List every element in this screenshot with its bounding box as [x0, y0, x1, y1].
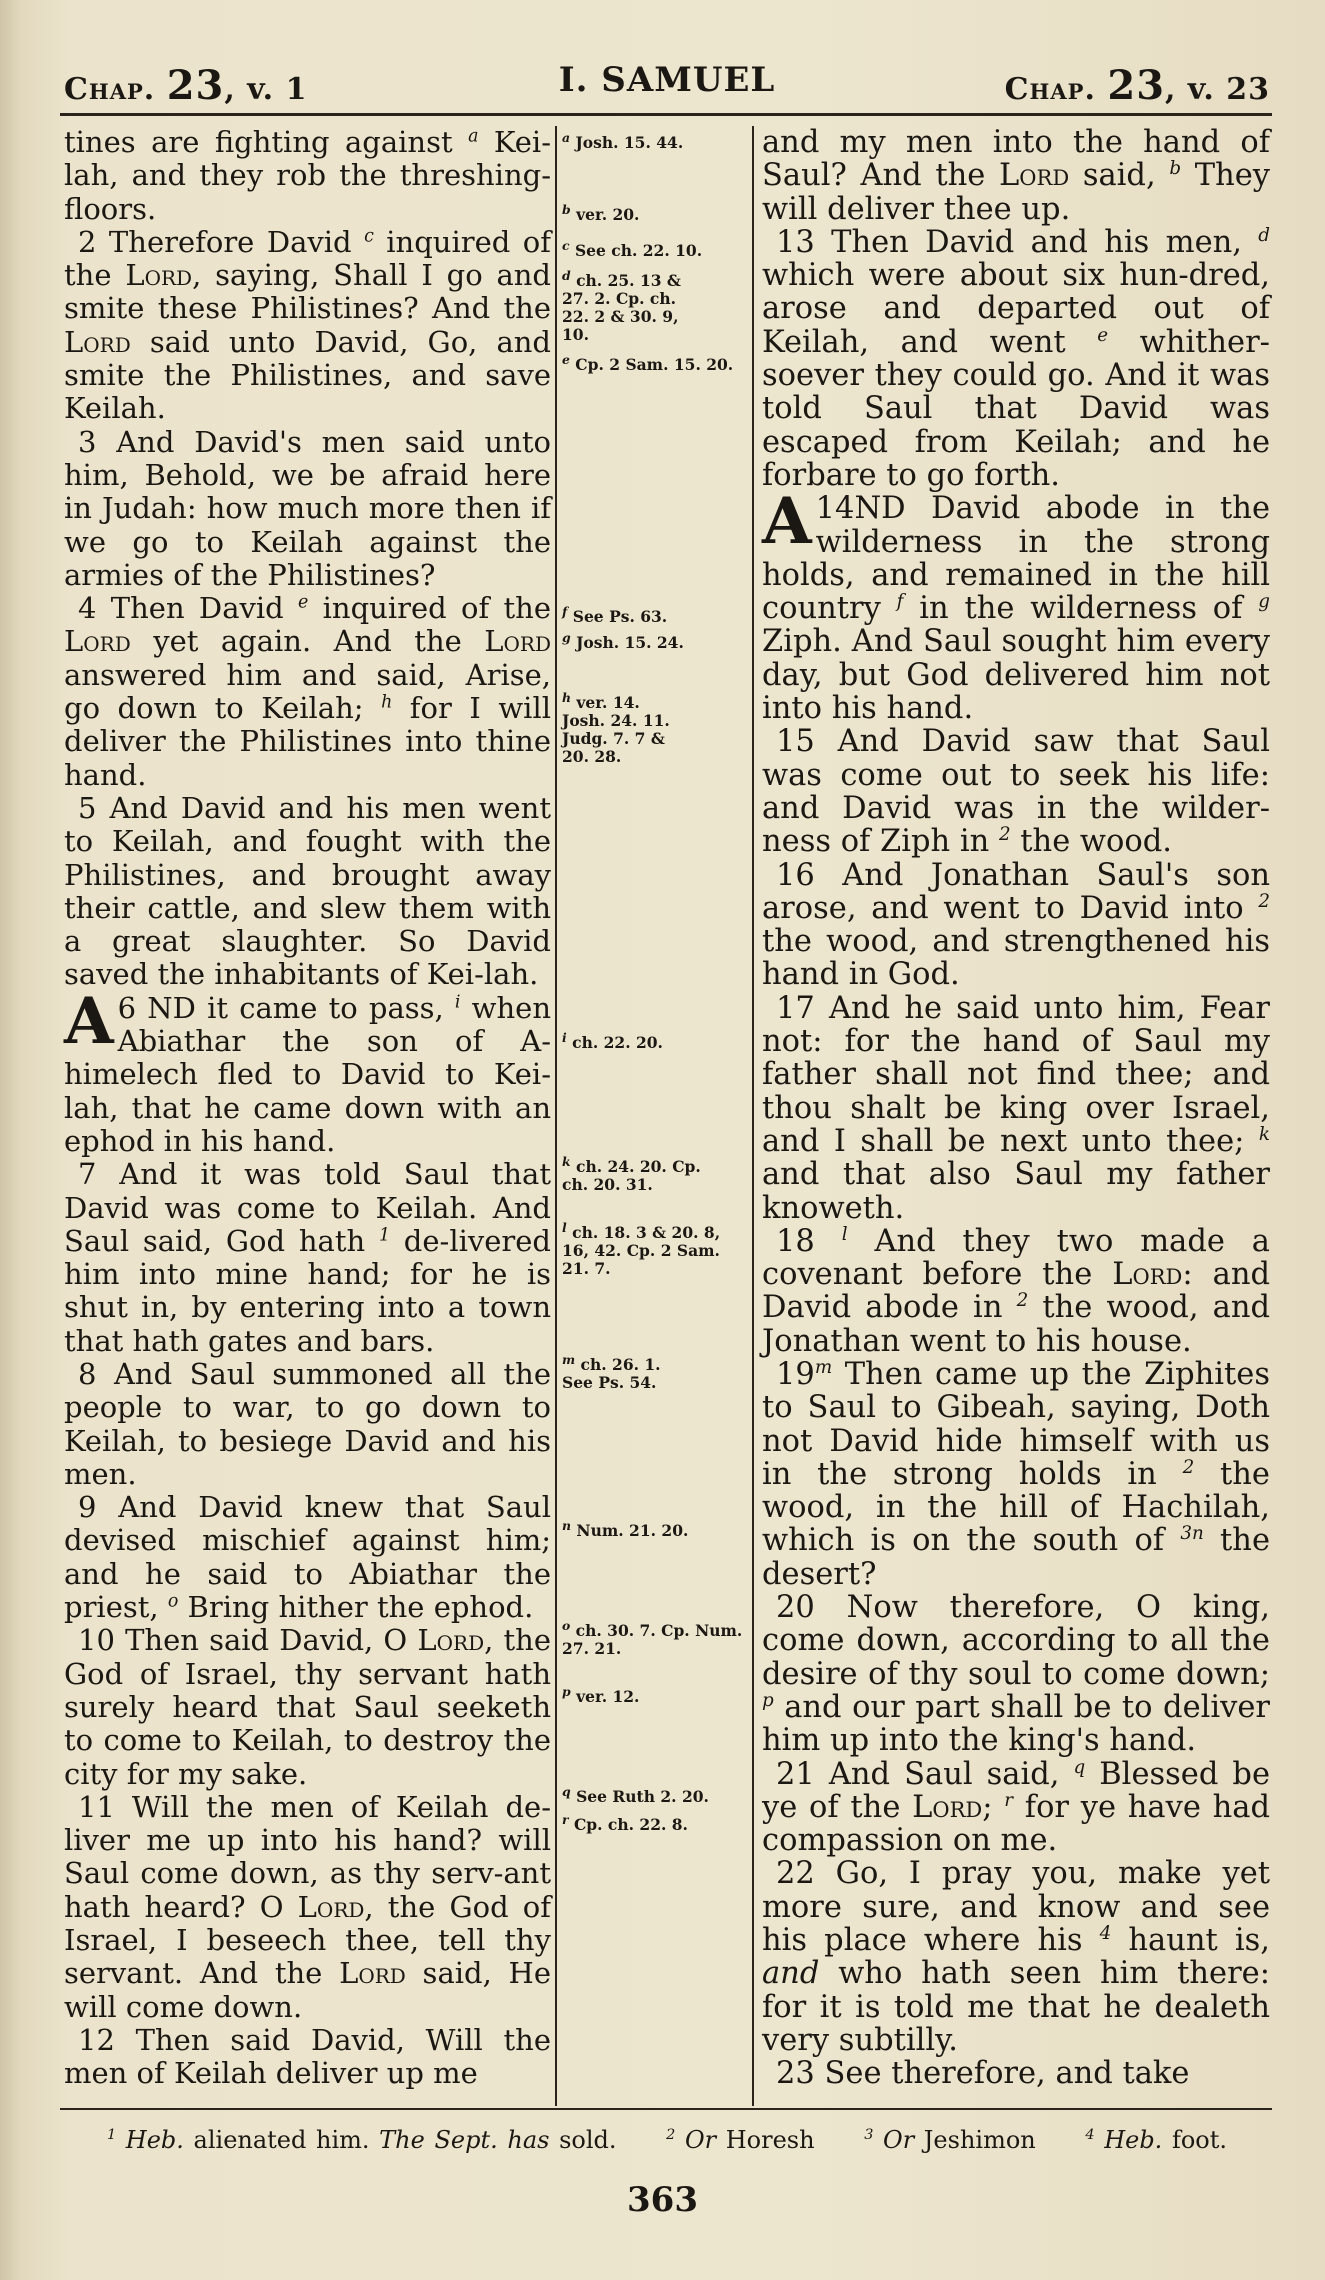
- verse-8: 8 And Saul summoned all the people to war, to go down to Keilah, to besiege David and his men.: [64, 1356, 551, 1491]
- cross-ref-d: $^d$ ch. 25. 13 & 27. 2. Cp. ch. 22. 2 & 30. 9, 10.: [562, 267, 681, 344]
- cross-ref-r: $^r$ Cp. ch. 22. 8.: [562, 1811, 688, 1834]
- cross-ref-a: $^a$ Josh. 15. 44.: [562, 129, 684, 152]
- cross-ref-n: $^n$ Num. 21. 20.: [562, 1517, 689, 1540]
- header-left-verse: , v. 1: [224, 72, 308, 107]
- cross-ref-o: $^o$ ch. 30. 7. Cp. Num. 27. 21.: [562, 1617, 743, 1658]
- cross-ref-k: $^k$ ch. 24. 20. Cp. ch. 20. 31.: [562, 1153, 701, 1194]
- verse-21: 21 And Saul said, $^q$ Blessed be ye of the Lord; $^r$ for ye have had compassion on me.: [762, 1756, 1270, 1859]
- cross-ref-p: $^p$ ver. 12.: [562, 1683, 640, 1706]
- verse-11: 11 Will the men of Keilah de-liver me up into his hand? will Saul come down, as thy serv-ant hath heard? O Lord, the God of Israel, I beseech thee, tell thy servant. And the Lord said, He will come down.: [64, 1789, 551, 2024]
- left-text-column: [64, 126, 551, 2091]
- header-right-prefix: Chap.: [1004, 72, 1096, 107]
- verse-3: 3 And David's men said unto him, Behold, we be afraid here in Judah: how much more then if we go to Keilah against the armies of the Philistines?: [64, 424, 551, 592]
- footnote-1: $^1$ Heb. alienated him. The Sept. has sold.: [106, 2126, 617, 2154]
- verse-2: 2 Therefore David $^c$ inquired of the Lord, saying, Shall I go and smite these Philistines? And the Lord said unto David, Go, and smite the Philistines, and save Keilah.: [64, 224, 552, 426]
- header-right-chapter: 23: [1107, 62, 1166, 109]
- verse-5: 5 And David and his men went to Keilah, and fought with the Philistines, and brought away their cattle, and slew them with a great slaughter. So David saved the inhabitants of Kei-lah.: [64, 790, 551, 992]
- verse-18: 18 $^l$ And they two made a covenant before the Lord: and David abode in $^2$ the wood, and Jonathan went to his house.: [762, 1223, 1271, 1359]
- verse-13: 13 Then David and his men, $^d$ which were about six hun-dred, arose and departed out of Keilah, and went $^e$ whither-soever they could go. And it was told Saul that David was escaped from Keilah; and he forbare to go forth.: [762, 224, 1270, 493]
- footnote-3: $^3$ Or Jeshimon: [864, 2126, 1036, 2154]
- cross-ref-q: $^q$ See Ruth 2. 20.: [562, 1783, 709, 1806]
- verse-14: 14 A ND David abode in the wilderness in the strong holds, and remained in the hill country $^f$ in the wilderness of $^g$ Ziph. And Saul sought him every day, but God delivered him not into his hand.: [762, 484, 1270, 727]
- cross-ref-h: $^h$ ver. 14. Josh. 24. 11. Judg. 7. 7 & 20. 28.: [562, 689, 670, 766]
- verse-12-end: and my men into the hand of Saul? And the Lord said, $^b$ They will deliver thee up.: [762, 125, 1270, 227]
- footnote-4: $^4$ Heb. foot.: [1085, 2126, 1227, 2154]
- verse-9: 9 And David knew that Saul devised mischief against him; and he said to Abiathar the priest, $^o$ Bring hither the ephod.: [64, 1490, 551, 1625]
- drop-cap: A: [762, 484, 812, 560]
- page-number: 363: [627, 2180, 698, 2220]
- verse-7: 7 And it was told Saul that David was come to Keilah. And Saul said, God hath $^1$ de-livered him into mine hand; for he is shut in, by entering into a town that hath gates and bars.: [64, 1157, 551, 1358]
- cross-ref-g: $^g$ Josh. 15. 24.: [562, 629, 684, 652]
- book-title: I. SAMUEL: [558, 60, 776, 100]
- cross-ref-f: $^f$ See Ps. 63.: [562, 603, 668, 626]
- cross-ref-l: $^l$ ch. 18. 3 & 20. 8, 16, 42. Cp. 2 Sam. 21. 7.: [562, 1219, 721, 1278]
- cross-ref-m: $^m$ ch. 26. 1. See Ps. 54.: [562, 1351, 661, 1392]
- right-text-column: [762, 126, 1270, 2091]
- verse-12: 12 Then said David, Will the men of Keilah deliver up me: [64, 2022, 551, 2091]
- cross-ref-b: $^b$ ver. 20.: [562, 201, 640, 224]
- header-left-prefix: Chap.: [64, 72, 156, 107]
- header-right-reference: [1005, 62, 1270, 109]
- verse-23: 23 See therefore, and take: [776, 2056, 1190, 2092]
- header-right-verse: , v. 23: [1165, 72, 1270, 107]
- verse-17: 17 And he said unto him, Fear not: for the hand of Saul my father shall not find thee; and thou shalt be king over Israel, and I shall be next unto thee; $^k$ and that also Saul my father knoweth.: [762, 990, 1270, 1226]
- verse-6: 6 A ND it came to pass, $^i$ when Abiathar the son of A-himelech fled to David to Kei-lah, that he came down with an ephod in his hand.: [64, 983, 552, 1158]
- verse-15: 15 And David saw that Saul was come out to seek his life: and David was in the wilder-ness of Ziph in $^2$ the wood.: [762, 724, 1270, 860]
- verse-20: 20 Now therefore, O king, come down, according to all the desire of thy soul to come down; $^p$ and our part shall be to deliver him up into the king's hand.: [762, 1590, 1270, 1759]
- verse-22: 22 Go, I pray you, make yet more sure, and know and see his place where his $^4$ haunt is, and who hath seen him there: for it is told me that he dealeth very subtilly.: [762, 1856, 1270, 2058]
- cross-ref-i: $^i$ ch. 22. 20.: [562, 1029, 663, 1052]
- cross-ref-c: $^c$ See ch. 22. 10.: [562, 237, 703, 260]
- column-divider-left: [555, 126, 557, 2106]
- verse-16: 16 And Jonathan Saul's son arose, and went to David into $^2$ the wood, and strengthened his hand in God.: [762, 857, 1270, 993]
- verse-1-end: tines are fighting against $^a$ Kei-lah, and they rob the threshing-floors.: [64, 125, 551, 226]
- column-divider-right: [752, 126, 754, 2106]
- header-left-chapter: 23: [166, 62, 225, 109]
- verse-10: 10 Then said David, O Lord, the God of Israel, thy servant hath surely heard that Saul seeketh to come to Keilah, to destroy the city for my sake.: [64, 1623, 552, 1791]
- verse-19: 19$^m$ Then came up the Ziphites to Saul to Gibeah, saying, Doth not David hide himself with us in the strong holds in $^2$ the wood, in the hill of Hachilah, which is on the south of $^{3n}$ the desert?: [762, 1356, 1270, 1592]
- drop-cap: A: [64, 983, 114, 1059]
- footnote-rule: [60, 2108, 1272, 2110]
- footnotes: [64, 2126, 1270, 2154]
- verse-4: 4 Then David $^e$ inquired of the Lord yet again. And the Lord answered him and said, Arise, go down to Keilah; $^h$ for I will deliver the Philistines into thine hand.: [64, 591, 551, 792]
- header-rule: [60, 113, 1272, 116]
- running-header: [64, 58, 1270, 108]
- cross-ref-e: $^e$ Cp. 2 Sam. 15. 20.: [562, 351, 734, 374]
- footnote-2: $^2$ Or Horesh: [666, 2126, 815, 2154]
